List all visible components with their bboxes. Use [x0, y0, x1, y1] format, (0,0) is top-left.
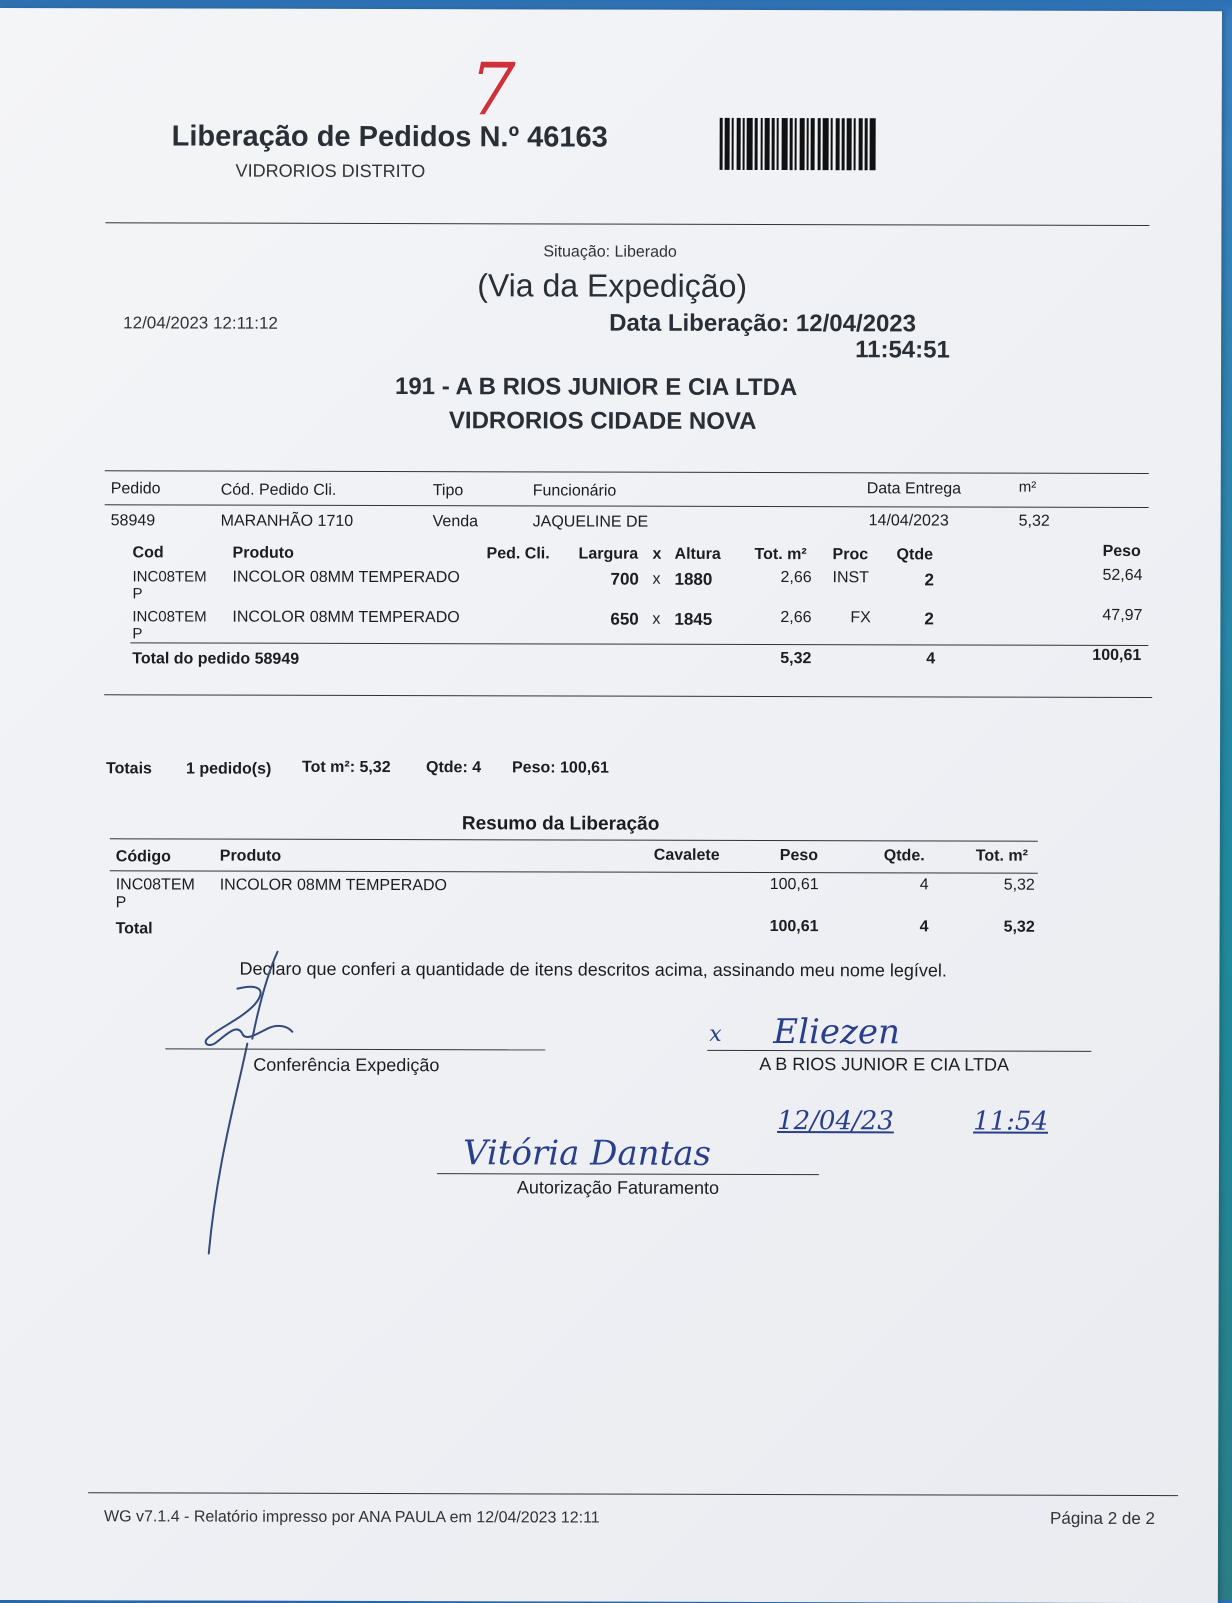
- col-tipo: Tipo: [432, 482, 464, 500]
- summary-col-cavalete: Cavalete: [653, 846, 720, 864]
- totals-pedidos: 1 pedido(s): [185, 760, 272, 778]
- handwritten-mark: 7: [469, 47, 516, 132]
- col-tot-m2: Tot. m²: [754, 545, 807, 564]
- autorizacao-line: [437, 1173, 819, 1175]
- conferencia-label: Conferência Expedição: [253, 1054, 440, 1076]
- summary-total-tot-m2: 5,32: [1003, 918, 1035, 936]
- item-cod: INC08TEM: [132, 568, 207, 586]
- summary-title: Resumo da Liberação: [461, 813, 660, 835]
- item-x: x: [652, 610, 661, 628]
- item-largura: 700: [610, 569, 639, 589]
- col-m2: m²: [1018, 478, 1037, 496]
- col-peso: Peso: [1102, 542, 1141, 560]
- release-date: Data Liberação: 12/04/2023: [609, 309, 917, 338]
- summary-col-peso: Peso: [779, 847, 819, 865]
- col-x: x: [652, 545, 662, 563]
- order-total-peso: 100,61: [1092, 646, 1142, 664]
- order-tipo: Venda: [432, 513, 479, 531]
- summary-col-produto: Produto: [219, 847, 282, 865]
- order-cod-cli: MARANHÃO 1710: [220, 512, 354, 530]
- item-cod: INC08TEM: [132, 608, 207, 626]
- release-time: 11:54:51: [855, 336, 950, 364]
- summary-produto: INCOLOR 08MM TEMPERADO: [219, 876, 448, 895]
- order-m2: 5,32: [1018, 512, 1050, 530]
- order-total-label: Total do pedido 58949: [132, 650, 300, 668]
- item-x: x: [652, 570, 661, 588]
- col-altura: Altura: [674, 545, 721, 563]
- client-signature-prefix: x: [709, 1021, 722, 1047]
- item-altura: 1845: [674, 609, 713, 629]
- autorizacao-signature: Vitória Dantas: [462, 1133, 712, 1174]
- summary-total-label: Total: [115, 920, 153, 938]
- item-tot-m2: 2,66: [780, 569, 812, 587]
- item-produto: INCOLOR 08MM TEMPERADO: [232, 608, 460, 627]
- col-data-entrega: Data Entrega: [866, 480, 962, 498]
- order-table-top-rule: [105, 470, 1149, 474]
- summary-header-rule: [110, 870, 1038, 873]
- client-branch: VIDRORIOS CIDADE NOVA: [448, 407, 757, 435]
- footer-print-info: WG v7.1.4 - Relatório impresso por ANA PAULA em 12/04/2023 12:11: [104, 1508, 600, 1527]
- col-produto: Produto: [232, 544, 294, 562]
- company-name: VIDRORIOS DISTRITO: [235, 160, 426, 182]
- col-cod-pedido-cli: Cód. Pedido Cli.: [220, 481, 337, 499]
- col-funcionario: Funcionário: [532, 482, 617, 500]
- summary-tot-m2: 5,32: [1003, 876, 1035, 894]
- col-pedido: Pedido: [110, 480, 161, 498]
- print-datetime: 12/04/2023 12:11:12: [123, 313, 278, 333]
- order-table-header-rule: [105, 504, 1149, 508]
- summary-top-rule: [110, 838, 1038, 841]
- items-total-rule: [130, 642, 1148, 646]
- col-cod: Cod: [132, 544, 164, 562]
- item-peso: 52,64: [1102, 566, 1143, 584]
- header-divider: [105, 222, 1149, 226]
- item-produto: INCOLOR 08MM TEMPERADO: [232, 568, 460, 587]
- item-proc: INST: [832, 569, 869, 587]
- summary-col-tot-m2: Tot. m²: [975, 847, 1028, 865]
- autorizacao-label: Autorização Faturamento: [516, 1177, 720, 1198]
- handwritten-time: 11:54: [973, 1106, 1049, 1137]
- item-qtde: 2: [924, 570, 934, 590]
- client-name: 191 - A B RIOS JUNIOR E CIA LTDA: [394, 373, 798, 402]
- col-ped-cli: Ped. Cli.: [486, 545, 550, 563]
- item-tot-m2: 2,66: [780, 609, 812, 627]
- item-largura: 650: [610, 609, 639, 629]
- order-total-m2: 5,32: [780, 650, 812, 668]
- footer-rule: [88, 1492, 1178, 1496]
- item-altura: 1880: [674, 569, 713, 589]
- status-label: Situação: Liberado: [543, 243, 677, 261]
- col-largura: Largura: [578, 545, 639, 563]
- order-pedido: 58949: [110, 512, 156, 530]
- item-cod-wrap: P: [132, 585, 143, 603]
- document-page: [0, 8, 1222, 1603]
- copy-label: (Via da Expedição): [477, 267, 748, 304]
- handwritten-date: 12/04/23: [777, 1106, 894, 1137]
- summary-col-qtde: Qtde.: [883, 847, 925, 865]
- summary-codigo: INC08TEM: [115, 876, 195, 894]
- item-proc: FX: [850, 609, 871, 627]
- document-title: Liberação de Pedidos N.º 46163: [171, 120, 608, 154]
- col-proc: Proc: [832, 546, 869, 564]
- item-qtde: 2: [924, 609, 934, 629]
- totals-m2: Tot m²: 5,32: [301, 758, 391, 777]
- order-data-entrega: 14/04/2023: [868, 512, 949, 530]
- summary-qtde: 4: [919, 876, 929, 894]
- summary-codigo-wrap: P: [115, 894, 127, 912]
- order-funcionario: JAQUELINE DE: [532, 513, 649, 531]
- summary-col-codigo: Código: [115, 848, 171, 866]
- item-cod-wrap: P: [132, 625, 143, 643]
- client-sign-label: A B RIOS JUNIOR E CIA LTDA: [759, 1053, 1009, 1075]
- summary-total-qtde: 4: [919, 918, 929, 936]
- footer-page-number: Página 2 de 2: [1050, 1508, 1155, 1529]
- client-signature: Eliezen: [773, 1012, 900, 1053]
- order-total-qtde: 4: [926, 650, 936, 668]
- declaration-text: Declaro que conferi a quantidade de itens descritos acima, assinando meu nome legível.: [239, 958, 947, 981]
- totals-peso: Peso: 100,61: [511, 759, 609, 777]
- item-peso: 47,97: [1102, 606, 1143, 624]
- col-qtde: Qtde: [896, 546, 934, 564]
- totals-qtde: Qtde: 4: [425, 759, 482, 777]
- totals-label: Totais: [105, 760, 152, 778]
- summary-peso: 100,61: [769, 876, 819, 894]
- barcode-icon: [720, 118, 904, 170]
- summary-total-peso: 100,61: [769, 918, 819, 936]
- conferencia-signature: [197, 944, 308, 1264]
- order-section-end-rule: [104, 694, 1152, 698]
